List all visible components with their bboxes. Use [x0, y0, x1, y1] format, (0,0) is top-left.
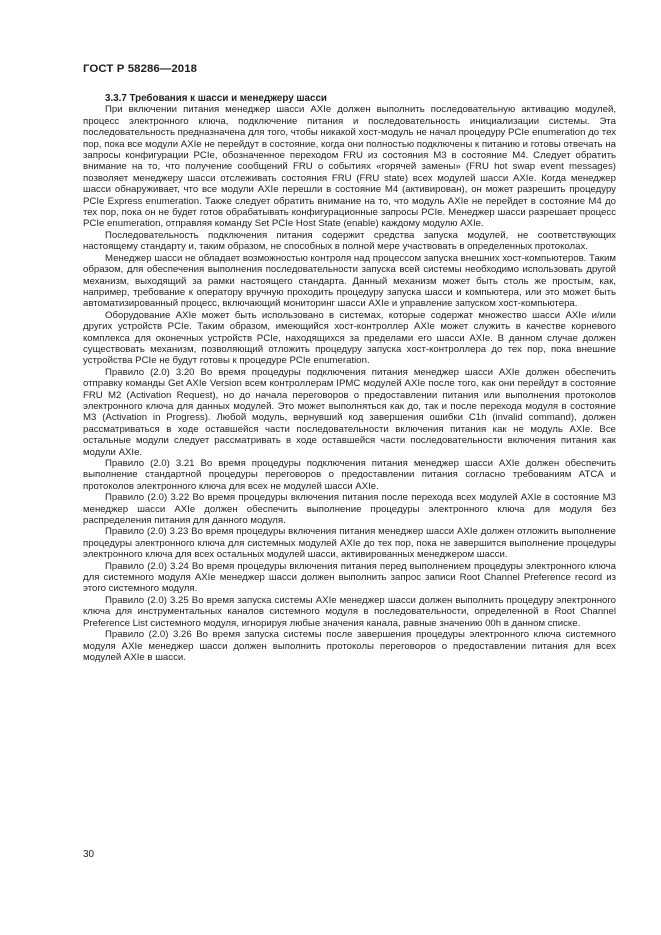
paragraph-rule-3-22: Правило (2.0) 3.22 Во время процедуры включения питания после перехода всех модулей AXIe в состояние M3 менеджер шасси AXIe должен обеспечить выполнение процедуры электронного ключа для модуля без распределения питания для данного модуля. — [83, 492, 616, 527]
paragraph-rule-3-21: Правило (2.0) 3.21 Во время процедуры подключения питания менеджер шасси AXIe должен обеспечить выполнение стандартной процедуры переговоров о предоставлении питания согласно требованиям ATCA и протоколов электронного ключа для всех не модулей шасси AXIe. — [83, 458, 616, 492]
page-number: 30 — [83, 849, 95, 860]
paragraph-legacy-modules: Последовательность подключения питания содержит средства запуска модулей, не соответствующих настоящему стандарту и, таким образом, не способных в полной мере участвовать в определенных протоколах. — [83, 229, 616, 253]
paragraph-rule-3-25: Правило (2.0) 3.25 Во время запуска системы AXIe менеджер шасси должен выполнить процедуру электронного ключа для инструментальных каналов системного модуля в последовательности, определенной в Root Channel Preference List системного модуля, игнорируя любые значения канала, равные значению 00h в данном списке. — [83, 594, 616, 629]
paragraph-rule-3-23: Правило (2.0) 3.23 Во время процедуры включения питания менеджер шасси AXIe должен отложить выполнение процедуры электронного ключа для системных модулей AXIe до тех пор, пока не завершится выполнение процедуры электронного ключа для всех остальных модулей шасси, активированных менеджером шасси. — [83, 526, 616, 561]
paragraph-rule-3-26: Правило (2.0) 3.26 Во время запуска системы после завершения процедуры электронного ключа системного модуля AXIe менеджер шасси должен выполнить протоколы переговоров о предоставлении питания для всех модулей AXIe в шасси. — [83, 629, 616, 663]
paragraph-power-on-sequence: При включении питания менеджер шасси AXIe должен выполнить последовательную активацию модулей, процесс электронного ключа, подключение питания и последовательность инициализации системы. Эта последовательность предназначена для того, чтобы никакой хост-модуль не начал процедуру PCIe enumeration до тех пор, пока все модули AXIe не перейдут в состояние, когда они полностью подключены к питанию и готовы отвечать на запросы конфигурации PCIe, обозначенное переходом FRU из состояния M3 в состояние M4. Следует обратить внимание на то, что получение сообщений FRU о событиях «горячей замены» (FRU hot swap event messages) позволяет менеджеру шасси отслеживать состояния FRU (FRU state) всех модулей шасси AXIe. Когда менеджер шасси обнаруживает, что все модули AXIe перешли в состояние M4 (активирован), он может разрешить процедуру PCIe Express enumeration. Также следует обратить внимание на то, что модуль AXIe не перейдет в состояние M4 до тех пор, пока он не будет готов обрабатывать конфигурационные запросы PCIe. Менеджер шасси разрешает процесс PCIe enumeration, отправляя команду Set PCIe Host State (enable) каждому модулю AXIe. — [83, 104, 617, 230]
paragraph-multi-chassis: Оборудование AXIe может быть использовано в системах, которые содержат множество шасси AXIe и/или других устройств PCIe. Таким образом, имеющийся хост-контроллер AXIe может служить в качестве корневого комплекса для оконечных устройств PCIe, находящихся за пределами его шасси AXIe. В данном случае должен существовать механизм, позволяющий отложить процедуру запуска хост-контроллера до тех пор, пока внешние устройства PCIe не будут готовы к процедуре PCIe enumeration. — [83, 309, 616, 367]
section-heading: 3.3.7 Требования к шасси и менеджеру шасси — [105, 93, 327, 104]
paragraph-rule-3-20: Правило (2.0) 3.20 Во время процедуры подключения питания менеджер шасси AXIe должен обеспечить отправку команды Get AXIe Version всем контроллерам IPMC модулей AXIe после того, как они перейдут в состояние FRU M2 (Activation Request), но до начала переговоров о предоставлении питания или выполнения протоколов электронного ключа для данных модулей. Это может выполняться как до, так и после перехода модуля в состояние M3 (Activation in Progress). Любой модуль, вернувший код завершения ошибки C1h (invalid command), должен рассматриваться в ходе оставшейся части последовательности включения питания как не модуль AXIe. Все остальные модули следует рассматривать в ходе оставшейся части последовательности включения питания как модули AXIe. — [83, 366, 616, 458]
paragraph-rule-3-24: Правило (2.0) 3.24 Во время процедуры включения питания перед выполнением процедуры электронного ключа для системного модуля AXIe менеджер шасси должен выполнить запрос записи Root Channel Preference record из этого системного модуля. — [83, 560, 616, 595]
paragraph-external-hosts: Менеджер шасси не обладает возможностью контроля над процессом запуска внешних хост-компьютеров. Таким образом, для обеспечения выполнения последовательности запуска всей системы необходимо использовать другой механизм, выходящий за рамки настоящего стандарта. Данный механизм может быть столь же простым, как, например, требование к оператору вручную проходить процедуру запуска шасси и компьютера, или это может быть автоматизированный процесс, включающий мониторинг шасси AXIe и управление запуском хост-компьютера. — [83, 252, 616, 310]
document-header-id: ГОСТ Р 58286—2018 — [83, 63, 198, 75]
document-body — [83, 93, 616, 663]
